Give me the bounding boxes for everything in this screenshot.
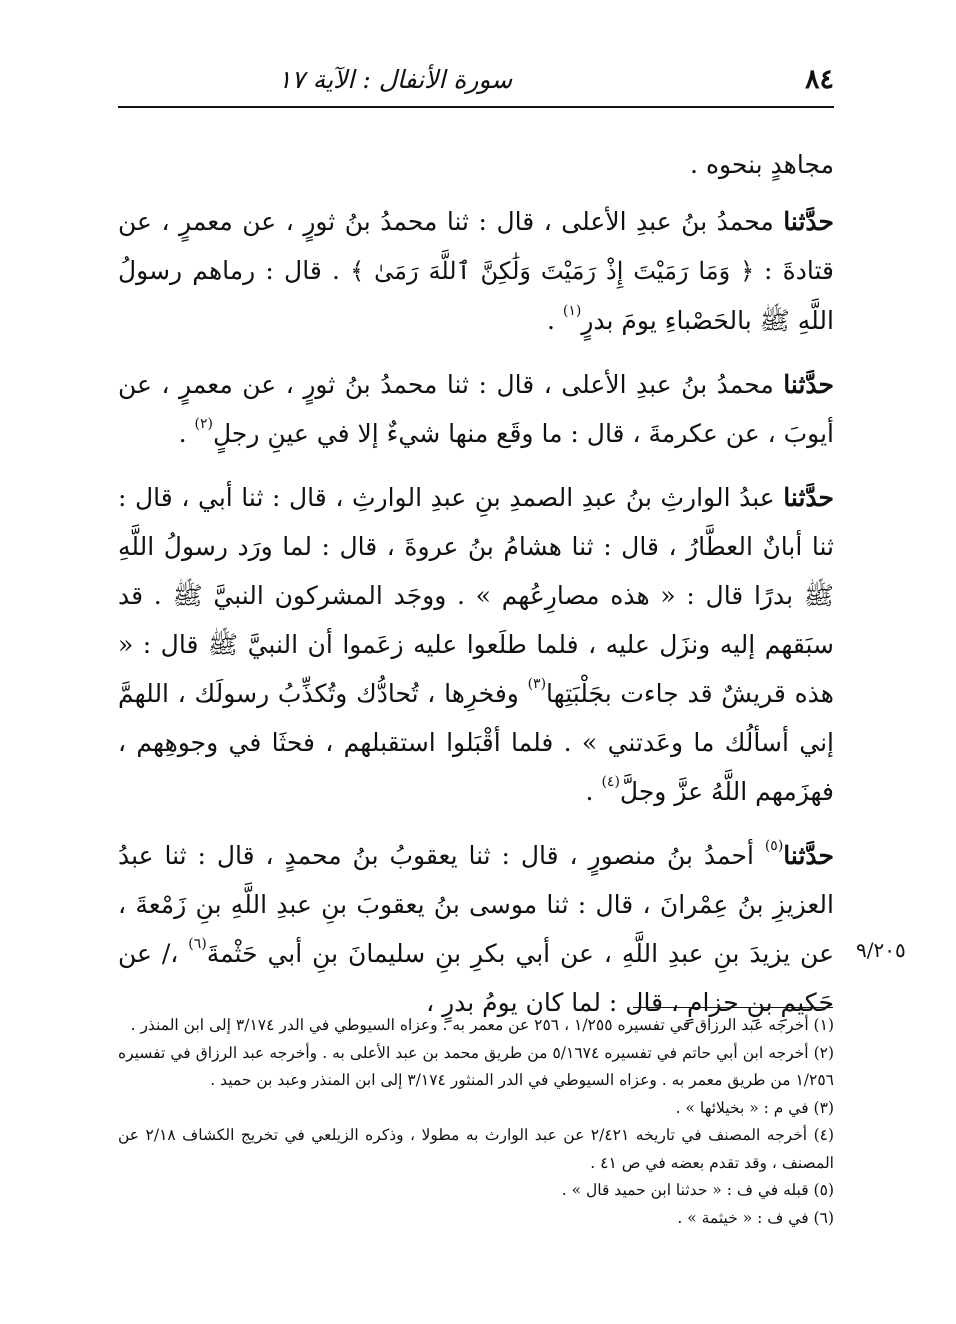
paragraph bbox=[118, 140, 834, 189]
paragraph bbox=[118, 473, 834, 816]
paragraph bbox=[118, 831, 834, 1027]
paragraph-text: محمدُ بنُ عبدِ الأعلى ، قال : ثنا محمدُ بنُ ثورٍ ، عن معمرٍ ، عن قتادةَ : bbox=[118, 207, 835, 285]
footnote: (٣) في م : « بخيلائها » . bbox=[675, 1098, 834, 1117]
paragraph-text: عبدُ الوارثِ بنُ عبدِ الصمدِ بنِ عبدِ الوارثِ ، قال : ثنا أبي ، قال : ثنا أبانٌ العطَّارُ ، قال : ثنا هشامُ بنُ عروةَ ، قال : لما ورَد رسولُ اللَّهِ ﷺ بدرًا قال : « هذه مصارِعُهم » . ووجَد المشركون النبيَّ ﷺ . قد سبَقهم إليه ونزَل عليه ، فلما طلَعوا عليه زعَموا أن النبيَّ ﷺ قال : « هذه قريشٌ قد جاءت بجَلْبَتِها bbox=[118, 483, 834, 708]
main-text bbox=[118, 140, 834, 1042]
paragraph-end: . bbox=[178, 419, 195, 448]
paragraph-text-continued: . قال : رماهم رسولُ اللَّهِ ﷺ بالحَصْباءِ يومَ بدرٍ bbox=[118, 256, 834, 335]
hadith-lead: حدَّثنا bbox=[783, 841, 834, 870]
footnote-ref[interactable]: (١) bbox=[562, 303, 582, 319]
page-number: ٨٤ bbox=[804, 63, 834, 95]
footnotes bbox=[118, 1012, 834, 1232]
footnote: (٢) أخرجه ابن أبي حاتم في تفسيره ٥/١٦٧٤ من طريق محمد بن عبد الأعلى به . وأخرجه عبد الرزاق في تفسيره ١/٢٥٦ من طريق معمر به . وعزاه السيوطي في الدر المنثور ٣/١٧٤ إلى ابن المنذر وعبد بن حميد . bbox=[118, 1043, 835, 1089]
footnote: (١) أخرجه عبد الرزاق في تفسيره ١/٢٥٥ ، ٢٥٦ عن معمر به . وعزاه السيوطي في الدر ٣/١٧٤ إلى ابن المنذر . bbox=[130, 1016, 834, 1034]
footnote: (٦) في ف : « خيثمة » . bbox=[677, 1208, 834, 1227]
footnote-divider bbox=[633, 1007, 833, 1008]
footnote-ref[interactable]: (٦) bbox=[188, 936, 207, 952]
quran-verse: ﴿ وَمَا رَمَيْتَ إِذْ رَمَيْتَ وَلَٰكِنَّ ٱللَّهَ رَمَىٰ ﴾ bbox=[350, 257, 765, 285]
footnote: (٥) قبله في ف : « حدثنا ابن حميد قال » . bbox=[561, 1181, 834, 1199]
footnote-ref[interactable]: (٤) bbox=[601, 774, 620, 790]
margin-reference: ٩/٢٠٥ bbox=[856, 938, 906, 962]
paragraph-text: أحمدُ بنُ منصورٍ ، قال : ثنا يعقوبُ بنُ محمدٍ ، قال : ثنا عبدُ العزيزِ بنُ عِمْرانَ ، قال : ثنا موسى بنُ يعقوبَ بنِ عبدِ اللَّهِ بنِ زَمْعةَ ، عن يزيدَ بنِ عبدِ اللَّهِ ، عن أبي بكرِ بنِ سليمانَ بنِ أبي حَثْمةَ bbox=[118, 841, 834, 968]
page-header bbox=[118, 54, 834, 104]
hadith-lead: حدَّثنا bbox=[783, 207, 834, 236]
paragraph-text-continued: وفخرِها ، تُحادُّك وتُكذِّبُ رسولَك ، اللهمَّ إني أسألُك ما وعَدتني » . فلما أقْبَلوا استقبلهم ، فحثَا في وجوهِهم ، فهزَمهم اللَّهُ عزَّ وجلَّ bbox=[118, 679, 834, 806]
footnote-ref[interactable]: (٢) bbox=[194, 416, 213, 432]
paragraph bbox=[118, 197, 834, 345]
paragraph-end: ،/ عن حَكيمِ بنِ حزامٍ ، قال : لما كان يومُ بدرٍ ، bbox=[118, 939, 834, 1017]
paragraph bbox=[118, 360, 834, 458]
paragraph-end: . bbox=[585, 777, 602, 806]
footnote: (٤) أخرجه المصنف في تاريخه ٢/٤٢١ عن عبد الوارث به مطولا ، وذكره الزيلعي في تخريج الكشاف ٢/١٨ عن المصنف ، وقد تقدم بعضه في ص ٤١ . bbox=[118, 1126, 835, 1172]
hadith-lead: حدَّثنا bbox=[783, 370, 834, 399]
footnote-ref[interactable]: (٥) bbox=[764, 838, 784, 854]
header-divider bbox=[118, 106, 834, 108]
paragraph-end: . bbox=[546, 306, 563, 335]
paragraph-text: مجاهدٍ بنحوه . bbox=[690, 150, 834, 179]
footnote-ref[interactable]: (٣) bbox=[527, 676, 547, 692]
paragraph-text: محمدُ بنُ عبدِ الأعلى ، قال : ثنا محمدُ بنُ ثورٍ ، عن معمرٍ ، عن أيوبَ ، عن عكرمةَ ، قال : ما وقَع منها شيءٌ إلا في عينِ رجلٍ bbox=[118, 370, 834, 448]
hadith-lead: حدَّثنا bbox=[783, 483, 834, 512]
running-title: سورة الأنفال : الآية ١٧ bbox=[278, 64, 513, 94]
